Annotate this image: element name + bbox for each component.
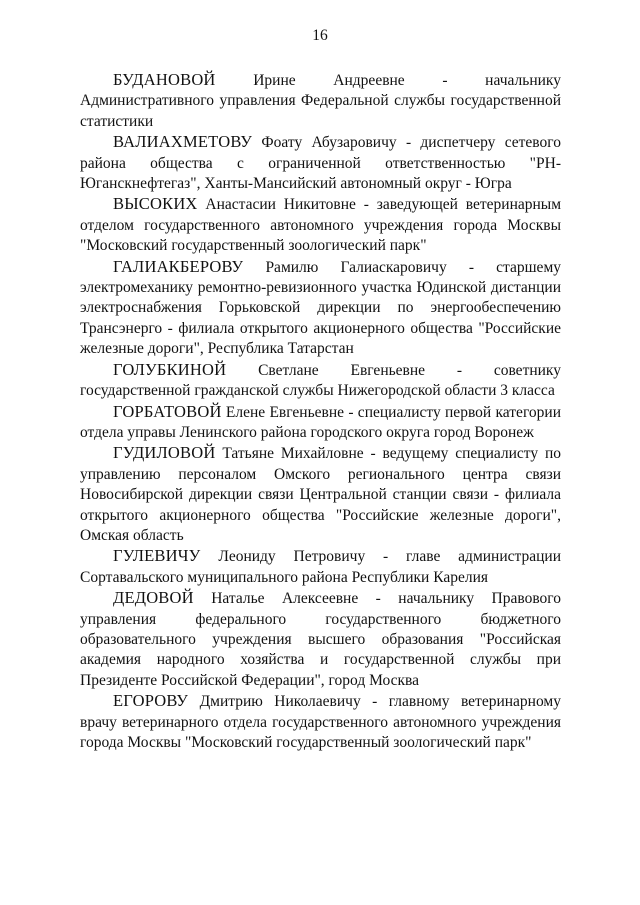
entry-text: Рамилю Галиаскаровичу - старшему электромеханику ремонтно-ревизионного участка Юдинской дистанции электроснабжения Горьковской дирекции по энергообеспечению Трансэнерго - филиала открытого акционерного общества "Российские железные дороги", Республика Татарстан — [80, 258, 561, 358]
page-number: 16 — [312, 27, 328, 44]
award-entry — [80, 257, 561, 360]
entry-surname: ГОРБАТОВОЙ — [113, 401, 222, 421]
entry-text: Наталье Алексеевне - начальнику Правового управления федерального государственного бюджетного образовательного учреждения высшего образования "Российская академия народного хозяйства и государственной службы при Президенте Российской Федерации", город Москва — [80, 590, 561, 689]
award-entry — [80, 691, 561, 753]
entry-text: Светлане Евгеньевне - советнику государственной гражданской службы Нижегородской области 3 класса — [80, 361, 561, 400]
entry-surname: ВЫСОКИХ — [113, 194, 198, 214]
entry-text: Леониду Петровичу - главе администрации Сортавальского муниципального района Республики Карелия — [80, 548, 561, 586]
entry-text: Ирине Андреевне - начальнику Административного управления Федеральной службы государственной статистики — [80, 72, 561, 130]
award-entry — [80, 443, 561, 546]
entry-surname: ДЕДОВОЙ — [113, 588, 194, 608]
award-entry — [80, 132, 561, 194]
entry-surname: ГУДИЛОВОЙ — [113, 443, 216, 463]
entry-text: Татьяне Михайловне - ведущему специалисту по управлению персоналом Омского регионального центра связи Новосибирской дирекции связи Центральной станции связи - филиала открытого акционерного общества "Российские железные дороги", Омская область — [80, 445, 561, 544]
entry-text: Анастасии Никитовне - заведующей ветеринарным отделом государственного автономного учреждения города Москвы "Московский государственный зоологический парк" — [80, 196, 562, 255]
award-list — [80, 70, 561, 753]
award-entry — [80, 360, 561, 402]
award-entry — [80, 194, 561, 256]
entry-surname: БУДАНОВОЙ — [113, 70, 216, 89]
entry-surname: ЕГОРОВУ — [113, 691, 189, 711]
entry-text: Фоату Абузаровичу - диспетчеру сетевого района общества с ограниченной ответственностью "РН-Юганскнефтегаз", Ханты-Мансийский автономный округ - Югра — [80, 134, 561, 193]
entry-surname: ГАЛИАКБЕРОВУ — [113, 256, 244, 276]
award-entry — [80, 546, 561, 588]
entry-surname: ГОЛУБКИНОЙ — [113, 359, 227, 379]
entry-surname: ВАЛИАХМЕТОВУ — [113, 132, 253, 152]
award-entry — [80, 588, 561, 691]
entry-text: Дмитрию Николаевичу - главному ветеринарному врачу ветеринарного отдела государственного автономного учреждения города Москвы "Московский государственный зоологический парк" — [80, 693, 561, 751]
award-entry — [80, 70, 561, 132]
award-entry — [80, 402, 561, 444]
entry-surname: ГУЛЕВИЧУ — [113, 546, 201, 566]
entry-text: Елене Евгеньевне - специалисту первой категории отдела управы Ленинского района городского округа город Воронеж — [80, 403, 562, 441]
